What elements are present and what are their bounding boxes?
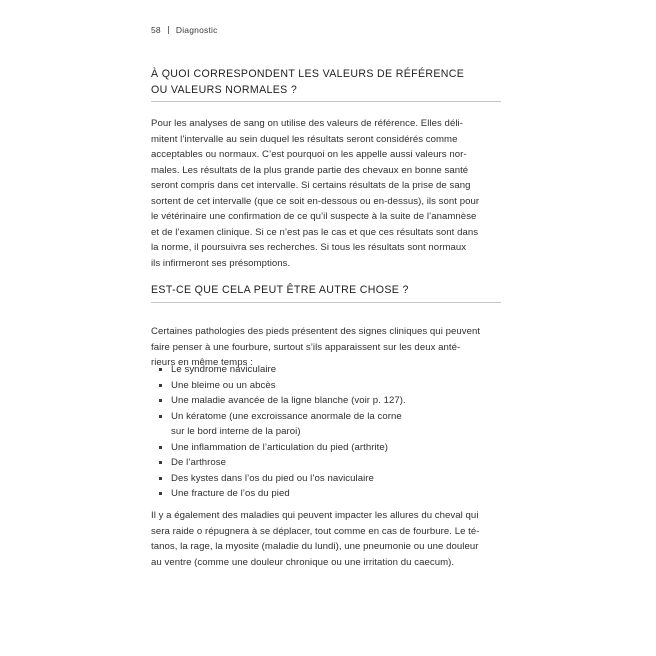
- section-heading-line: EST-CE QUE CELA PEUT ÊTRE AUTRE CHOSE ?: [151, 284, 409, 296]
- text-line: ils infirmeront ses présomptions.: [151, 257, 291, 269]
- text-line: au ventre (comme une douleur chronique ou une irritation du caecum).: [151, 556, 455, 568]
- list-item: [151, 378, 503, 394]
- text-line: le vétérinaire une confirmation de ce qu’il suspecte à la suite de l’anamnèse: [151, 211, 477, 223]
- text-line: Pour les analyses de sang on utilise des valeurs de référence. Elles déli-: [151, 118, 463, 129]
- bullet-square-icon: [159, 399, 162, 402]
- header-separator-icon: [168, 26, 169, 34]
- list-item-label-continued: sur le bord interne de la paroi): [171, 426, 301, 438]
- text-line: rieurs en même temps :: [151, 357, 253, 369]
- bullet-square-icon: [159, 368, 162, 371]
- running-header: [151, 25, 218, 35]
- section-heading-other-causes: [151, 283, 501, 303]
- page-number: 58: [151, 25, 161, 35]
- text-line: Certaines pathologies des pieds présentent des signes cliniques qui peuvent: [151, 326, 481, 337]
- bullet-square-icon: [159, 492, 162, 495]
- list-item: [151, 362, 503, 378]
- list-item: [151, 440, 503, 456]
- list-item: [151, 393, 503, 409]
- section-heading-line: OU VALEURS NORMALES ?: [151, 83, 298, 96]
- text-line: sortent de cet intervalle (que ce soit en-dessous ou en-dessus), ils sont pour: [151, 195, 480, 207]
- list-item-label: Une fracture de l’os du pied: [171, 488, 290, 500]
- bullet-square-icon: [159, 415, 162, 418]
- section-heading-line: À QUOI CORRESPONDENT LES VALEURS DE RÉFÉRENCE: [151, 68, 465, 80]
- list-item-label: De l’arthrose: [171, 457, 227, 469]
- paragraph-reference-values: [151, 116, 503, 271]
- bullet-square-icon: [159, 384, 162, 387]
- text-line: Il y a également des maladies qui peuvent impacter les allures du cheval qui: [151, 510, 479, 521]
- running-title: Diagnostic: [175, 25, 218, 35]
- bullet-square-icon: [159, 477, 162, 480]
- text-line: et de l’examen clinique. Si ce n’est pas le cas et que ces résultats sont dans: [151, 226, 479, 238]
- section-heading-reference-values: [151, 67, 501, 102]
- conditions-list: [151, 362, 503, 502]
- text-line: la norme, il poursuivra ses recherches. Si tous les résultats sont normaux: [151, 242, 467, 254]
- bullet-square-icon: [159, 446, 162, 449]
- text-line: acceptables ou normaux. C’est pourquoi on les appelle aussi valeurs nor-: [151, 149, 467, 161]
- text-line: seront compris dans cet intervalle. Si certains résultats de la prise de sang: [151, 180, 471, 192]
- list-item-label: Des kystes dans l’os du pied ou l’os naviculaire: [171, 472, 374, 484]
- text-line: mitent l’intervalle au sein duquel les résultats seront considérés comme: [151, 133, 458, 145]
- list-item-label: Une inflammation de l’articulation du pied (arthrite): [171, 441, 389, 453]
- list-item-label: Une maladie avancée de la ligne blanche (voir p. 127).: [171, 395, 406, 407]
- list-item: [151, 486, 503, 502]
- text-line: faire penser à une fourbure, surtout s’ils apparaissent sur les deux anté-: [151, 341, 461, 353]
- heading-divider: [151, 302, 501, 303]
- list-item-label: Le syndrome naviculaire: [171, 364, 277, 375]
- bullet-square-icon: [159, 461, 162, 464]
- paragraph-other-diseases: [151, 508, 503, 570]
- text-line: tanos, la rage, la myosite (maladie du lundi), une pneumonie ou une douleur: [151, 541, 479, 553]
- list-item: [151, 471, 503, 487]
- text-line: males. Les résultats de la plus grande partie des chevaux en bonne santé: [151, 164, 469, 176]
- list-item: [151, 409, 503, 440]
- list-item: [151, 455, 503, 471]
- list-item-label: Une bleime ou un abcès: [171, 379, 276, 391]
- list-item-label: Un kératome (une excroissance anormale de la corne: [171, 410, 402, 422]
- text-line: sera raide o répugnera à se déplacer, tout comme en cas de fourbure. Le té-: [151, 525, 480, 537]
- heading-divider: [151, 101, 501, 102]
